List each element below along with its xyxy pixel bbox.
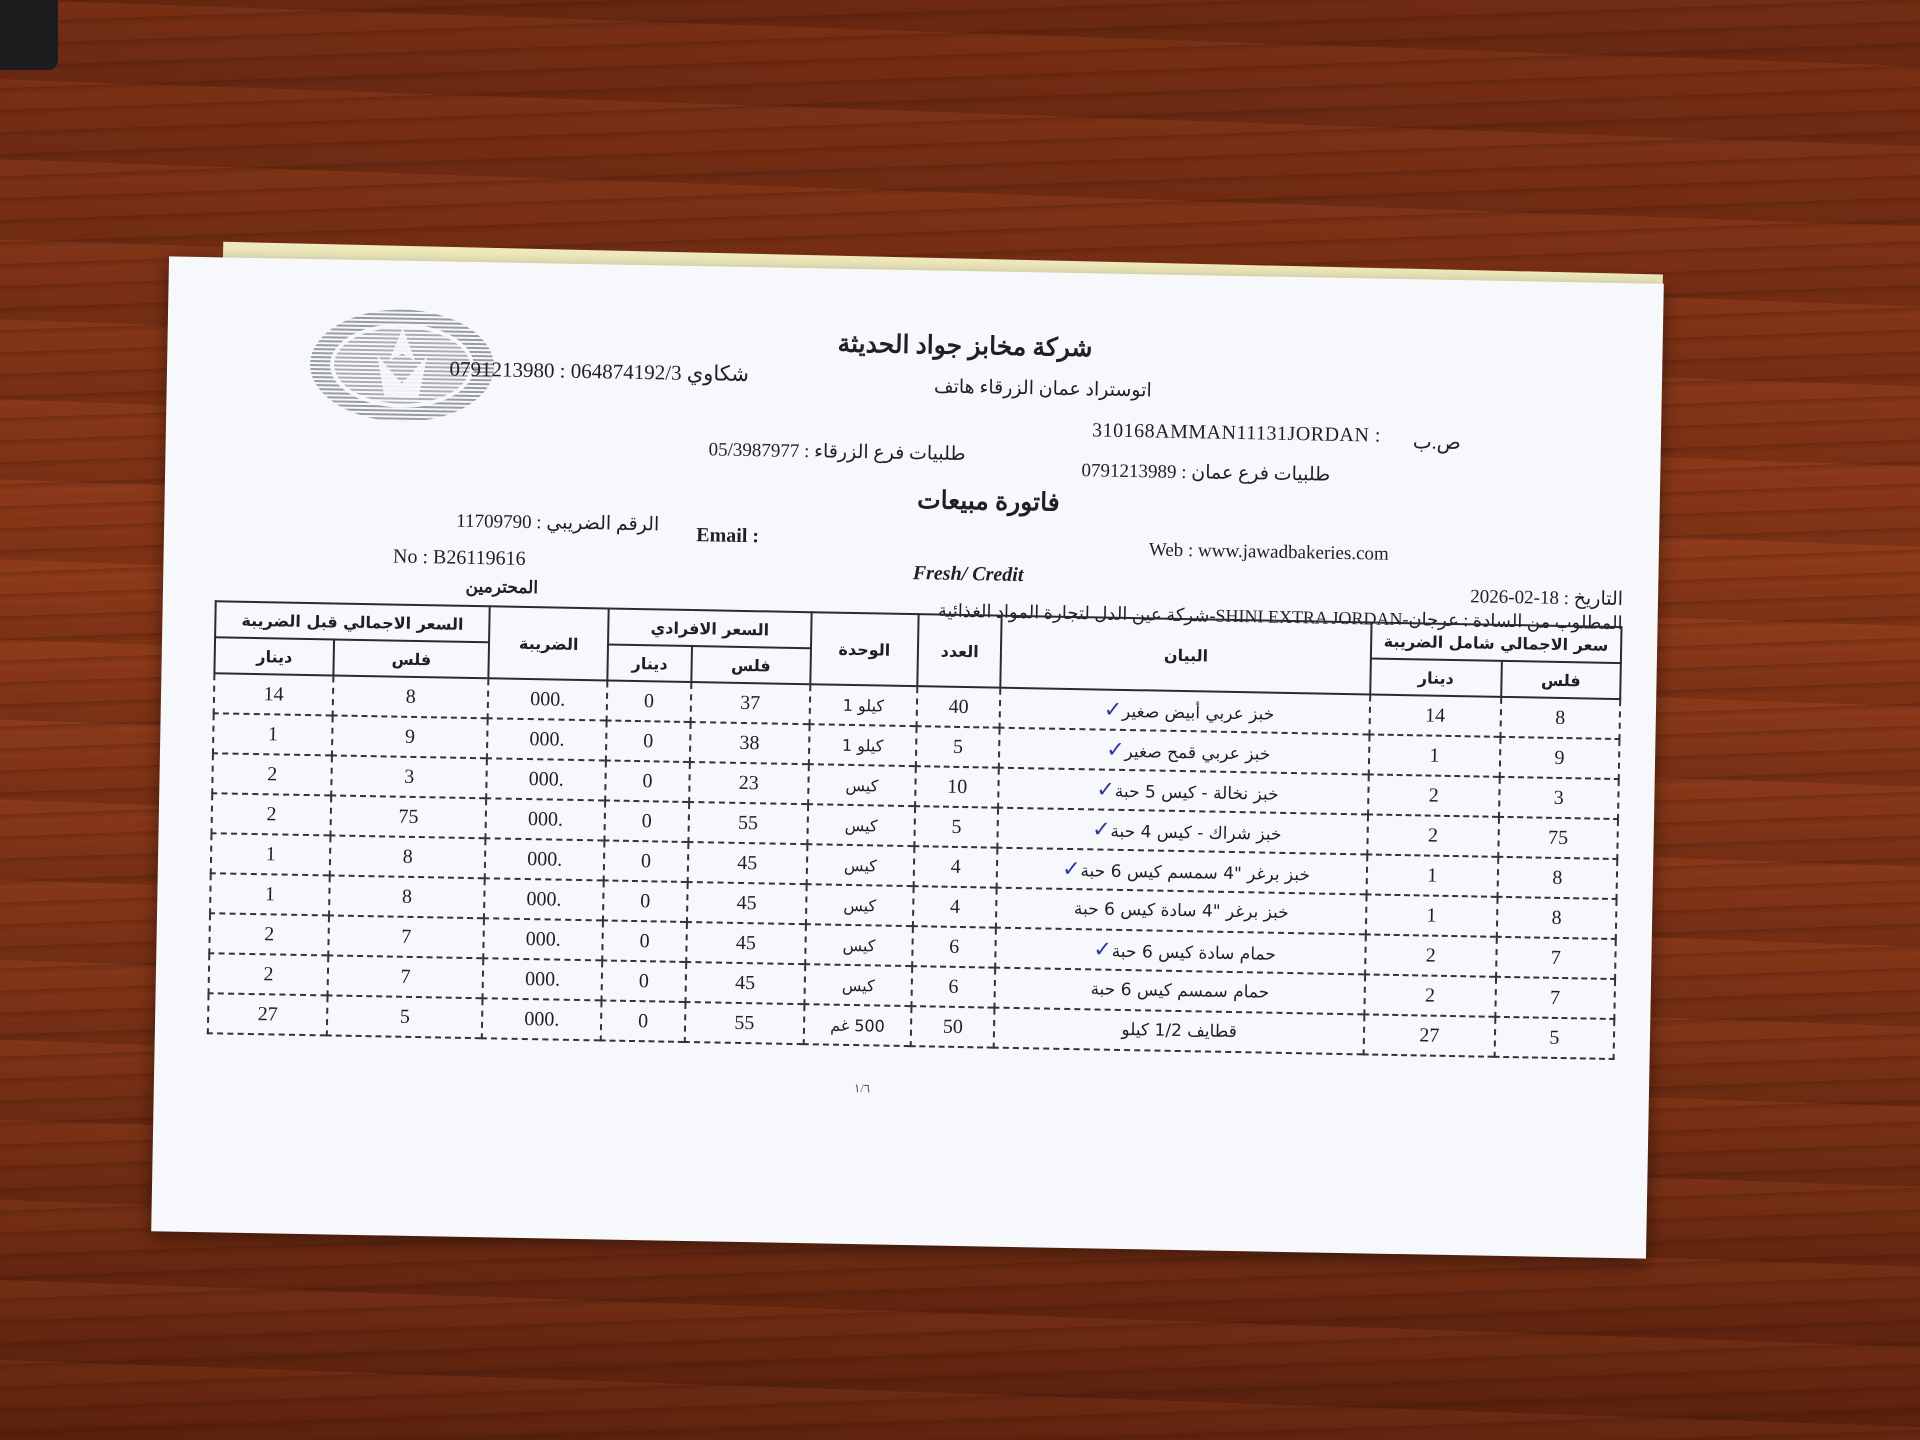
item-unit-text: 500 غم (830, 1015, 886, 1036)
item-unit (804, 1004, 912, 1046)
item-unit-text: كيس (843, 895, 877, 915)
header-dinar: دينار (214, 637, 334, 675)
header-unit: الوحدة (810, 612, 919, 686)
item-tax-text: .000 (525, 927, 562, 951)
item-count-text: 5 (952, 735, 964, 758)
item-tax-text: .000 (524, 967, 561, 991)
pobox-value: 310168AMMAN11131JORDAN : (1091, 419, 1382, 447)
unit-price-dinar (603, 880, 687, 922)
total-incl-fils-text: 7 (1549, 986, 1561, 1009)
total-incl-dinar (1367, 814, 1499, 856)
total-incl-dinar-text: 1 (1429, 744, 1440, 767)
unit-price-dinar (605, 800, 689, 842)
total-before-dinar-text: 2 (263, 962, 274, 985)
unit-price-fils-text: 55 (737, 811, 759, 834)
total-incl-fils-text: 9 (1554, 746, 1565, 769)
total-incl-fils-text: 8 (1552, 866, 1563, 889)
item-unit (806, 844, 914, 886)
respected-label: المحترمين (465, 576, 539, 598)
unit-price-fils (687, 842, 807, 884)
item-count (911, 966, 995, 1008)
item-description-text: حمام سادة كيس 6 حبة (1111, 941, 1276, 965)
item-tax (483, 958, 603, 1000)
total-before-dinar-text: 27 (257, 1002, 279, 1026)
item-description-text: قطايف 1/2 كيلو (1121, 1019, 1238, 1043)
item-description (998, 808, 1368, 855)
checkmark-icon: ✓ (1105, 737, 1125, 763)
item-unit-text: كيس (844, 815, 878, 835)
total-before-fils-text: 5 (399, 1005, 411, 1028)
unit-price-fils (685, 962, 805, 1004)
item-count (917, 686, 1001, 728)
item-count-text: 4 (949, 895, 961, 918)
item-tax (484, 878, 604, 920)
item-count (915, 766, 999, 808)
item-unit (808, 764, 916, 806)
unit-price-dinar-text: 0 (640, 849, 652, 872)
total-before-fils (328, 955, 484, 998)
total-before-dinar-text: 1 (265, 842, 276, 865)
total-incl-fils (1494, 1017, 1614, 1059)
item-unit-text: كيلو 1 (841, 735, 884, 756)
total-before-dinar (210, 873, 330, 915)
total-incl-fils-text: 8 (1551, 906, 1562, 929)
item-description (1000, 688, 1370, 735)
unit-price-dinar-text: 0 (643, 689, 655, 712)
amman-orders-phone: طلبيات فرع عمان : 0791213989 (1081, 460, 1331, 486)
tax-number: الرقم الضريبي : 11709790 (456, 510, 660, 536)
unit-price-fils-text: 38 (739, 731, 760, 754)
unit-price-dinar-text: 0 (637, 1009, 649, 1032)
total-before-fils (331, 795, 487, 838)
item-count-text: 5 (951, 815, 962, 838)
total-incl-dinar (1369, 694, 1501, 736)
item-unit (804, 964, 912, 1006)
total-incl-fils (1495, 977, 1615, 1019)
item-tax-text: .000 (526, 887, 562, 911)
unit-price-dinar (606, 720, 690, 762)
item-unit (809, 724, 917, 766)
unit-price-fils (687, 882, 807, 924)
item-count (916, 726, 1000, 768)
total-before-fils-text: 9 (404, 725, 416, 748)
item-tax (488, 678, 608, 720)
checkmark-icon: ✓ (1061, 856, 1081, 882)
unit-price-fils (688, 802, 808, 844)
item-count (912, 926, 996, 968)
unit-price-fils-text: 55 (734, 1011, 755, 1034)
total-incl-fils-text: 8 (1555, 706, 1566, 729)
total-before-fils-text: 8 (405, 685, 416, 708)
total-before-fils (331, 755, 487, 798)
total-incl-dinar-text: 2 (1427, 824, 1439, 847)
item-count (911, 1006, 995, 1048)
item-description-text: خبز عربي أبيض صغير (1121, 701, 1275, 725)
unit-price-fils (690, 682, 810, 724)
total-incl-fils (1497, 857, 1617, 899)
item-description (996, 888, 1366, 935)
item-count-text: 10 (947, 775, 968, 798)
item-unit-text: كيس (845, 775, 879, 795)
item-description (994, 1008, 1364, 1055)
item-description (997, 848, 1367, 895)
total-incl-dinar (1366, 854, 1498, 896)
total-before-fils-text: 3 (404, 765, 415, 788)
total-incl-dinar-text: 27 (1419, 1023, 1440, 1047)
total-before-dinar-text: 14 (263, 682, 284, 706)
total-before-fils (327, 995, 483, 1038)
unit-price-fils-text: 37 (740, 691, 761, 714)
total-before-fils (329, 915, 485, 958)
total-before-dinar-text: 1 (267, 722, 279, 745)
item-description-text: خبز نخالة - كيس 5 حبة (1114, 781, 1279, 805)
total-incl-fils-text: 75 (1547, 826, 1569, 849)
unit-price-dinar (604, 840, 688, 882)
unit-price-fils (689, 762, 809, 804)
invoice-paper (151, 256, 1664, 1258)
total-before-dinar (208, 993, 328, 1035)
page-mark: ١/٦ (853, 1081, 871, 1096)
total-incl-fils-text: 5 (1549, 1026, 1560, 1049)
pobox-label: ص.ب (1412, 431, 1462, 455)
item-tax (486, 758, 606, 800)
unit-price-fils-text: 45 (737, 851, 758, 874)
item-tax (487, 718, 607, 760)
header-total-before-tax: السعر الاجمالي قبل الضريبة (215, 601, 490, 642)
total-before-fils-text: 7 (401, 925, 412, 948)
header-dinar: دينار (1370, 658, 1502, 696)
item-unit (809, 684, 917, 726)
item-unit-text: كيس (841, 975, 875, 995)
dark-object-corner (0, 0, 58, 70)
item-description (999, 728, 1369, 775)
company-phones: 0791213980 : 064874192/3 شكاوي (449, 356, 750, 387)
total-incl-dinar (1369, 734, 1501, 776)
total-before-fils-text: 8 (401, 885, 413, 908)
item-unit (805, 924, 913, 966)
total-before-fils (333, 675, 489, 718)
total-incl-dinar-text: 2 (1425, 944, 1436, 967)
total-incl-fils (1496, 937, 1616, 979)
header-description: البيان (1001, 616, 1372, 695)
item-tax (485, 838, 605, 880)
item-description-text: خبز برغر "4 سادة كيس 6 حبة (1073, 899, 1289, 924)
total-incl-fils (1497, 897, 1617, 939)
item-tax (483, 918, 603, 960)
item-count-text: 50 (942, 1015, 964, 1038)
total-before-fils (330, 835, 486, 878)
header-fils: فلس (691, 646, 811, 684)
item-unit-text: كيس (843, 855, 878, 875)
total-before-dinar-text: 1 (264, 882, 276, 905)
total-incl-dinar (1368, 774, 1500, 816)
header-count: العدد (917, 614, 1002, 688)
item-tax (486, 798, 606, 840)
total-before-dinar-text: 2 (266, 802, 277, 825)
item-description (996, 928, 1366, 975)
total-incl-dinar (1364, 974, 1496, 1016)
item-tax-text: .000 (529, 727, 565, 751)
total-incl-fils (1500, 697, 1620, 739)
item-unit-text: كيلو 1 (842, 695, 885, 716)
total-before-dinar (213, 713, 333, 755)
total-before-dinar (212, 753, 332, 795)
company-name: شركة مخابز جواد الحديثة (837, 330, 1093, 363)
item-count-text: 4 (950, 855, 961, 878)
item-description-text: خبز شراك - كيس 4 حبة (1110, 821, 1282, 845)
total-before-dinar (211, 793, 331, 835)
unit-price-fils (684, 1002, 804, 1044)
item-tax-text: .000 (524, 1007, 560, 1031)
unit-price-dinar (602, 920, 686, 962)
total-incl-fils-text: 3 (1553, 786, 1564, 809)
total-incl-dinar-text: 1 (1426, 904, 1437, 927)
total-incl-dinar-text: 14 (1424, 703, 1446, 727)
checkmark-icon: ✓ (1096, 776, 1116, 803)
total-incl-dinar (1366, 894, 1498, 936)
zarqa-orders-phone: طلبيات فرع الزرقاء : 05/3987977 (708, 439, 966, 466)
checkmark-icon: ✓ (1093, 936, 1113, 963)
header-dinar: دينار (608, 644, 692, 682)
unit-price-dinar (607, 680, 691, 722)
customer-name: المطلوب من السادة : عرجان-SHINI EXTRA JORDAN-شركة عين الدل لتجارة المواد الغذائية (937, 600, 1623, 634)
total-before-fils (329, 875, 485, 918)
item-tax-text: .000 (527, 807, 564, 831)
total-before-dinar (209, 953, 329, 995)
total-before-dinar (209, 913, 329, 955)
total-incl-dinar-text: 2 (1424, 984, 1436, 1007)
header-tax: الضريبة (489, 606, 609, 680)
item-tax-text: .000 (530, 687, 566, 711)
item-unit-text: كيس (842, 935, 876, 955)
total-incl-dinar (1365, 934, 1497, 976)
item-count-text: 6 (949, 935, 960, 958)
header-total-incl-tax: سعر الاجمالي شامل الضريبة (1371, 622, 1622, 663)
unit-price-fils (690, 722, 810, 764)
header-fils: فلس (334, 639, 490, 678)
total-incl-fils (1498, 817, 1618, 859)
total-before-dinar (214, 673, 334, 715)
item-description-text: خبز عربي قمح صغير (1124, 741, 1271, 765)
total-before-dinar (211, 833, 331, 875)
item-tax (482, 998, 602, 1040)
item-tax-text: .000 (527, 847, 563, 871)
item-description-text: خبز برغر "4 سمسم كيس 6 حبة (1080, 860, 1311, 885)
header-unit-price: السعر الافرادي (608, 609, 811, 649)
website: Web : www.jawadbakeries.com (1148, 539, 1389, 565)
total-before-fils-text: 75 (398, 805, 419, 828)
total-incl-dinar-text: 2 (1428, 784, 1439, 807)
total-before-dinar-text: 2 (267, 762, 278, 785)
invoice-date: التاريخ : 18-02-2026 (1470, 586, 1624, 611)
unit-price-dinar-text: 0 (639, 929, 650, 952)
item-tax-text: .000 (528, 767, 564, 791)
unit-price-fils-text: 45 (735, 931, 757, 954)
item-count-text: 40 (948, 695, 969, 718)
unit-price-dinar (601, 1000, 685, 1042)
item-count (914, 806, 998, 848)
total-incl-fils-text: 7 (1550, 946, 1562, 969)
email-label: Email : (696, 524, 760, 548)
invoice-items-table (207, 600, 1623, 1060)
total-incl-fils (1500, 737, 1620, 779)
total-before-dinar-text: 2 (264, 922, 275, 945)
item-unit (807, 804, 915, 846)
unit-price-dinar-text: 0 (641, 809, 652, 832)
item-unit (806, 884, 914, 926)
unit-price-dinar-text: 0 (642, 769, 653, 792)
unit-price-dinar-text: 0 (640, 889, 651, 912)
total-before-fils-text: 8 (402, 845, 413, 868)
unit-price-fils (686, 922, 806, 964)
payment-type: Fresh/ Credit (912, 562, 1024, 587)
header-fils: فلس (1501, 661, 1621, 699)
checkmark-icon: ✓ (1103, 697, 1123, 723)
unit-price-fils-text: 45 (736, 891, 757, 914)
invoice-title: فاتورة مبيعات (916, 487, 1060, 517)
unit-price-dinar-text: 0 (643, 729, 654, 752)
item-description (999, 768, 1369, 815)
item-description-text: حمام سمسم كيس 6 حبة (1090, 979, 1270, 1003)
checkmark-icon: ✓ (1091, 816, 1111, 843)
item-count-text: 6 (948, 975, 959, 998)
unit-price-dinar (605, 760, 689, 802)
invoice-number: No : B26119616 (392, 545, 526, 570)
company-address: اتوستراد عمان الزرقاء هاتف (933, 376, 1152, 402)
unit-price-fils-text: 23 (738, 771, 759, 794)
unit-price-fils-text: 45 (734, 971, 756, 994)
item-description (995, 968, 1365, 1015)
total-incl-fils (1499, 777, 1619, 819)
item-count (913, 886, 997, 928)
unit-price-dinar (602, 960, 686, 1002)
total-incl-dinar-text: 1 (1427, 864, 1438, 887)
item-count (914, 846, 998, 888)
total-incl-dinar (1363, 1014, 1495, 1056)
total-before-fils-text: 7 (400, 965, 411, 988)
unit-price-dinar-text: 0 (638, 969, 650, 992)
total-before-fils (332, 715, 488, 758)
